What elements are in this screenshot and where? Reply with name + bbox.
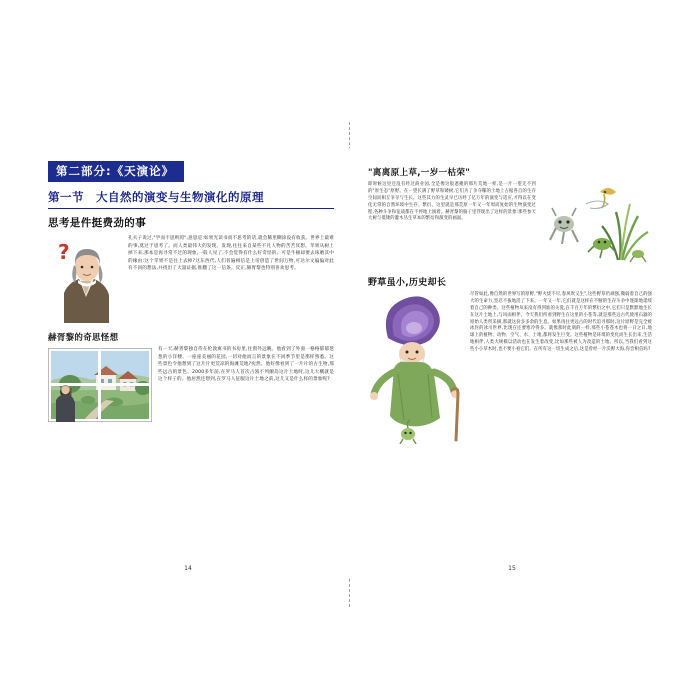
illustration-huxley-portrait (48, 237, 122, 323)
right-subtitle: 野草虽小,历史却长 (368, 278, 447, 288)
book-spread (26, 148, 674, 578)
section-title: 思考是件挺费劲的事 (48, 217, 147, 230)
wind-swirl-icon (586, 201, 608, 209)
chapter-heading: 第一节 大自然的演变与生物演化的原理 (48, 189, 334, 209)
illustration-wizard-flower (368, 294, 464, 444)
right-paragraph-2: 尽管如此,像自然的世界写的原野,"野火烧不尽,春风吹又生",这些野草仍顽强,微弱着自己的强大的生命力,坚忍不拔地活了下来。一年又一年,它们就是这样在不断的生存斗争中逐渐地延续着自己的种类。这些植物从来没有得到谁的关爱,在千百万年的繁衍之中,它们只是默默地生长在这片土地上,与风雨相伴。今天我们所看到野生在这里的小苍等,就是那些远古代使用石器的原始人类所采摘,那就这份多多余的生息。如果再往更远古的时代追寻那时,这片原野是完全被冰封的冰川世界,比现在还要寒冷得多。就像那时此刻的一样,那些小苍苍木也将一日之日,地球上的植物、动物、空气、水、土地,都将发生巨变。这些植物是环境的变化而生长出来,生活地相伴,人类大规模以活动也在发生着改变,比如那些被人为改造的土地。所以,当我们看到这些小小草木时,也不要小看它们。在所有这一切生成之后,这是曾经一片沃野大海,你会相信吗? (470, 292, 652, 352)
left-lower-block (48, 346, 334, 424)
page-left (26, 148, 350, 578)
illustration-grass-creatures (542, 182, 652, 268)
right-upper-block (368, 182, 652, 271)
illustration-window-scene (48, 348, 152, 422)
intro-block (48, 235, 334, 325)
left-paragraph-2: 有一天,赫胥黎独自待在伦敦寓书的书房里,往窗外远眺。他看到了外面一格格郁郁葱葱的小洋楼、一座座美丽的花园,一切对他而言的景象在不同季节里是那样熟悉。这些景色令他想到了这片片更荒凉的海滩荒地?宛然、他好像看到了一片片的古生物,那些远古的景色、2000多年前,在罗马人首次占领不列颠岛这片土地时,这儿大概就是这个样子的。他居然还想到,在罗马人征服这片土地之前,这儿又是什么样的景象呢? (158, 347, 334, 382)
page-number-right: 15 (508, 565, 516, 572)
page-number-left: 14 (184, 565, 192, 572)
right-lower-block (368, 292, 652, 446)
seed-sprite-top (600, 188, 616, 208)
svg-text:?: ? (58, 240, 70, 265)
left-paragraph-1: 孔夫子说过,"学而不思则罔",意思是:如果光读书而不思考的话,就会稀里糊涂没有收获。世界上最难的事,莫过于思考了。而人类最伟大的发现、发现,往往来自某些不凡人物的苦苦冥想。苹果从树上掉下来,那本是再寻常不过的现象,一般人见了,不会觉得有什么好奇怪的。可是牛顿却要去琢磨其中的缘由:这个苹果不是往上去掉?这东西代,人们普遍相信是上帝创造了世间万物,可达尔文偏偏对此有不同的想法,并找出了大量证据,推翻了这一信条。反正,赫胥黎也特别喜欢思考。 (128, 236, 334, 271)
part-banner: 第二部分:《天演论》 (48, 161, 184, 182)
question-mark-icon (58, 240, 70, 264)
right-paragraph-1: 即时候这里还没有经过商业园,全是像这般遮掩的那片荒地一样,是一片一望无不到的"原生态"原野。在一望长满了野草和矮树,它们为了争夺稀的土地上占据各自的生存空间而相互争夺与生长。这些其力的生灵早已历经了亿万年的演变与适应,才得以在变化无常的自然环境中生存、繁衍。这里就是那荒原一年又一年周而复始的生物演变过程,各种斗争和征战都在不停地上演着。赫胥黎的脑子里浮现出了这样的景象:那些参天大树与低矮的灌木丛生草本的繁衍和演变的画面。 (368, 182, 536, 222)
right-title: "离离原上草,一岁一枯荣" (368, 168, 471, 178)
page-right (350, 148, 674, 578)
left-paragraph-1-wrap (128, 235, 334, 325)
purple-flower-hat (386, 296, 440, 345)
small-insect (630, 250, 646, 262)
seed-creature-grey (550, 208, 578, 244)
subsection-title: 赫胥黎的奇思怪想 (48, 333, 119, 344)
